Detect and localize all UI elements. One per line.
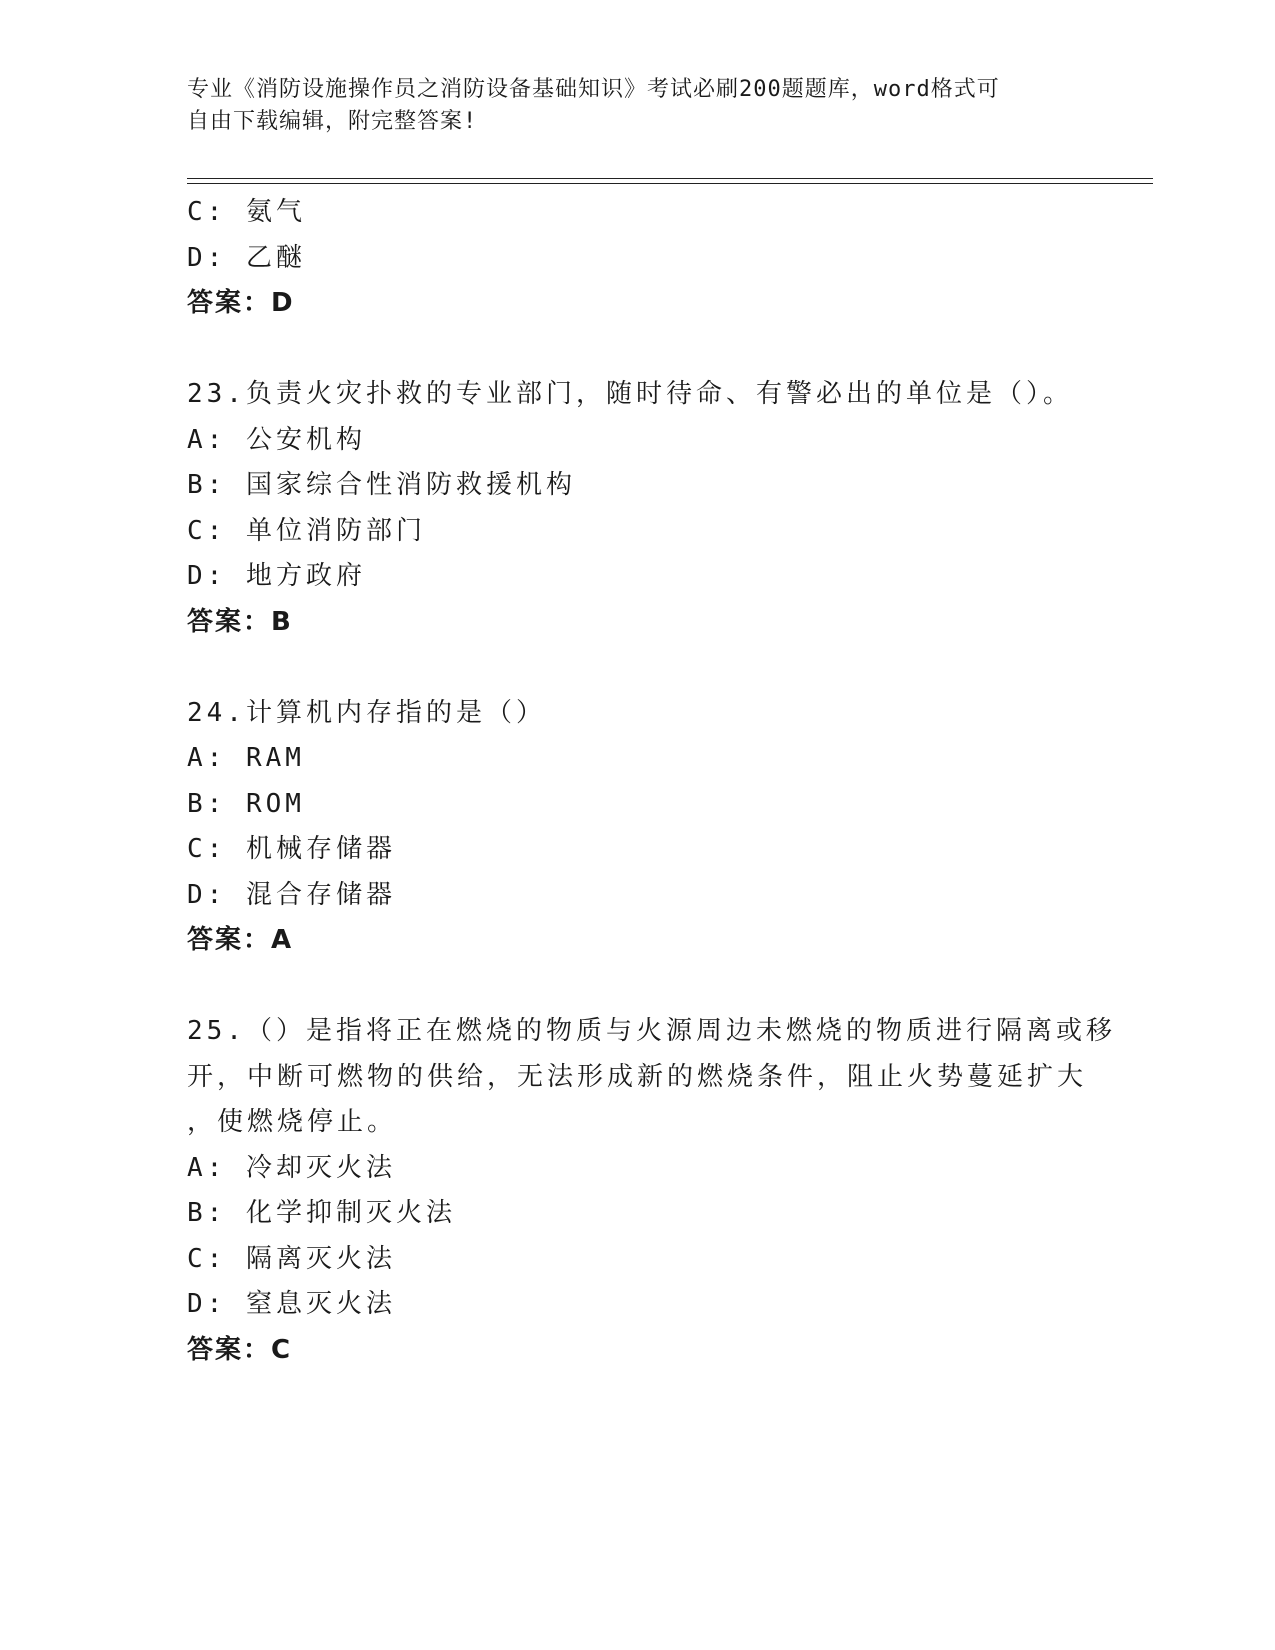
question-24	[187, 691, 1087, 964]
question-list	[187, 190, 1116, 1373]
option-text: 窒息灭火法	[245, 1289, 396, 1319]
question-stem: 23.负责火灾扑救的专业部门，随时待命、有警必出的单位是（）。	[187, 379, 1073, 409]
option-d	[187, 554, 1087, 600]
option-b	[187, 1191, 1087, 1237]
header-divider-top	[187, 178, 1153, 179]
option-c	[187, 827, 1087, 873]
header-divider-bottom	[187, 183, 1153, 184]
option-a	[187, 736, 1087, 782]
option-text: 乙醚	[245, 242, 306, 273]
option-text: 机械存储器	[245, 834, 396, 864]
option-c	[187, 509, 1087, 555]
answer-line: 答案：D	[187, 288, 295, 318]
spacer	[187, 964, 1087, 1010]
option-label: B:	[187, 1198, 227, 1228]
question-23	[187, 372, 1087, 645]
question-stem-line-1: 25.（）是指将正在燃烧的物质与火源周边未燃烧的物质进行隔离或移	[187, 1016, 1116, 1046]
option-d	[187, 873, 1087, 919]
document-header	[187, 74, 1087, 138]
option-label: C:	[187, 515, 227, 546]
header-line-1: 专业《消防设施操作员之消防设备基础知识》考试必刷200题题库，word格式可	[187, 77, 1000, 102]
question-stem: 24.计算机内存指的是（）	[187, 697, 546, 728]
option-label: D:	[187, 1289, 227, 1319]
question-22-continued	[187, 190, 1087, 327]
option-text: 氨气	[245, 197, 306, 227]
option-text: 化学抑制灭火法	[245, 1198, 456, 1228]
option-label: B:	[187, 470, 227, 500]
option-label: C:	[187, 834, 227, 864]
option-label: A:	[187, 743, 227, 773]
option-label: D:	[187, 879, 227, 910]
answer-line: 答案：A	[187, 925, 294, 955]
option-label: C:	[187, 1243, 227, 1274]
option-text: 地方政府	[245, 561, 366, 591]
option-label: A:	[187, 424, 227, 455]
option-text: 单位消防部门	[245, 515, 426, 546]
option-label: C:	[187, 197, 227, 227]
spacer	[187, 327, 1087, 373]
option-text: 国家综合性消防救援机构	[245, 470, 576, 500]
option-text: 冷却灭火法	[245, 1152, 396, 1183]
option-d	[187, 1282, 1087, 1328]
option-a	[187, 418, 1087, 464]
option-label: B:	[187, 788, 227, 819]
question-25	[187, 1009, 1116, 1373]
option-label: D:	[187, 242, 227, 273]
option-a	[187, 1146, 1087, 1192]
header-line-2: 自由下载编辑，附完整答案!	[187, 109, 478, 134]
option-c	[187, 1237, 1087, 1283]
answer-line: 答案：C	[187, 1334, 293, 1365]
option-c	[187, 190, 1087, 236]
option-label: A:	[187, 1152, 227, 1183]
option-text: 混合存储器	[245, 879, 396, 910]
option-b	[187, 463, 1087, 509]
answer-line: 答案：B	[187, 606, 293, 637]
question-stem-line-2: 开，中断可燃物的供给，无法形成新的燃烧条件，阻止火势蔓延扩大	[187, 1061, 1088, 1092]
question-stem-line-3: ，使燃烧停止。	[187, 1107, 398, 1137]
option-text: 公安机构	[245, 424, 366, 455]
option-text: 隔离灭火法	[245, 1243, 396, 1274]
option-label: D:	[187, 561, 227, 591]
option-text: RAM	[245, 743, 305, 773]
spacer	[187, 645, 1087, 691]
option-text: ROM	[245, 788, 305, 819]
option-d	[187, 236, 1087, 282]
option-b	[187, 782, 1087, 828]
